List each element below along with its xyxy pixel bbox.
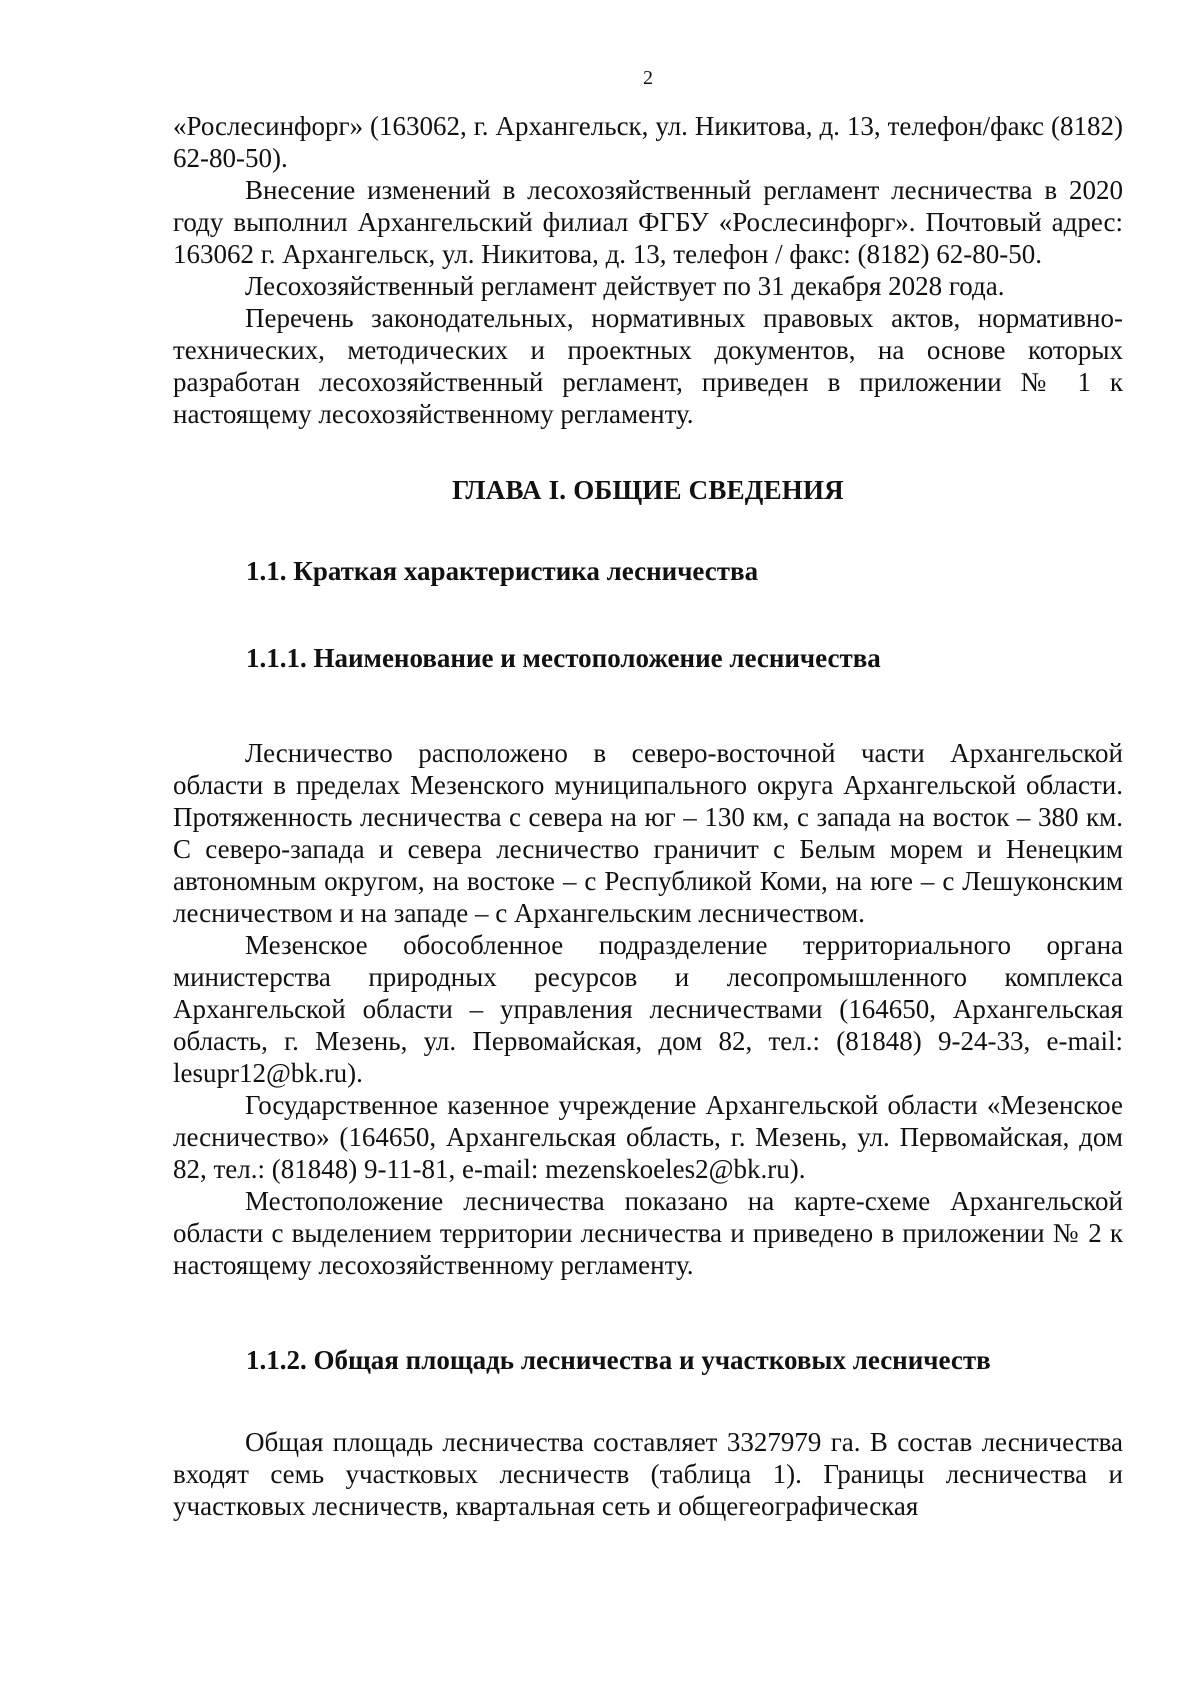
chapter-title: ГЛАВА I. ОБЩИЕ СВЕДЕНИЯ xyxy=(452,475,844,505)
location-paragraph-1: Лесничество расположено в северо-восточной части Архангельской области в пределах Мезенского муниципального округа Архангельской области. Протяженность лесничества с севера на юг – 130 км, с запада на восток – 380 км. С северо-запада и севера лесничество граничит с Белым морем и Ненецким автономным округом, на востоке – с Республикой Коми, на юге – с Лешуконским лесничеством и на западе – с Архангельским лесничеством. xyxy=(173,738,1123,928)
location-paragraph-4: Местоположение лесничества показано на карте-схеме Архангельской области с выделением территории лесничества и приведено в приложении № 2 к настоящему лесохозяйственному регламенту. xyxy=(173,1186,1123,1280)
area-paragraph: Общая площадь лесничества составляет 3327979 га. В состав лесничества входят семь участковых лесничеств (таблица 1). Границы лесничества и участковых лесничеств, квартальная сеть и общегеографическая xyxy=(173,1427,1123,1521)
intro-paragraph-2: Внесение изменений в лесохозяйственный регламент лесничества в 2020 году выполнил Архангельский филиал ФГБУ «Рослесинфорг». Почтовый адрес: 163062 г. Архангельск, ул. Никитова, д. 13, телефон / факс: (8182) 62-80-50. xyxy=(173,175,1123,269)
section-heading-1-1-2: 1.1.2. Общая площадь лесничества и участковых лесничеств xyxy=(246,1345,991,1375)
intro-paragraph-4: Перечень законодательных, нормативных правовых актов, нормативно-технических, методических и проектных документов, на основе которых разработан лесохозяйственный регламент, приведен в приложении № 1 к настоящему лесохозяйственному регламенту. xyxy=(173,303,1123,429)
intro-paragraph-1: «Рослесинфорг» (163062, г. Архангельск, ул. Никитова, д. 13, телефон/факс (8182) 62-80-50). xyxy=(173,111,1123,173)
section-heading-1-1: 1.1. Краткая характеристика лесничества xyxy=(246,556,759,586)
section-heading-1-1-1: 1.1.1. Наименование и местоположение лесничества xyxy=(246,643,881,673)
page-number: 2 xyxy=(643,67,653,89)
location-paragraph-2: Мезенское обособленное подразделение территориального органа министерства природных ресурсов и лесопромышленного комплекса Архангельской области – управления лесничествами (164650, Архангельская область, г. Мезень, ул. Первомайская, дом 82, тел.: (81848) 9-24-33, e-mail: lesupr12@bk.ru). xyxy=(173,930,1123,1088)
location-paragraph-3: Государственное казенное учреждение Архангельской области «Мезенское лесничество» (164650, Архангельская область, г. Мезень, ул. Первомайская, дом 82, тел.: (81848) 9-11-81, e-mail: mezenskoeles2@bk.ru). xyxy=(173,1090,1123,1184)
intro-paragraph-3: Лесохозяйственный регламент действует по 31 декабря 2028 года. xyxy=(245,271,1005,301)
